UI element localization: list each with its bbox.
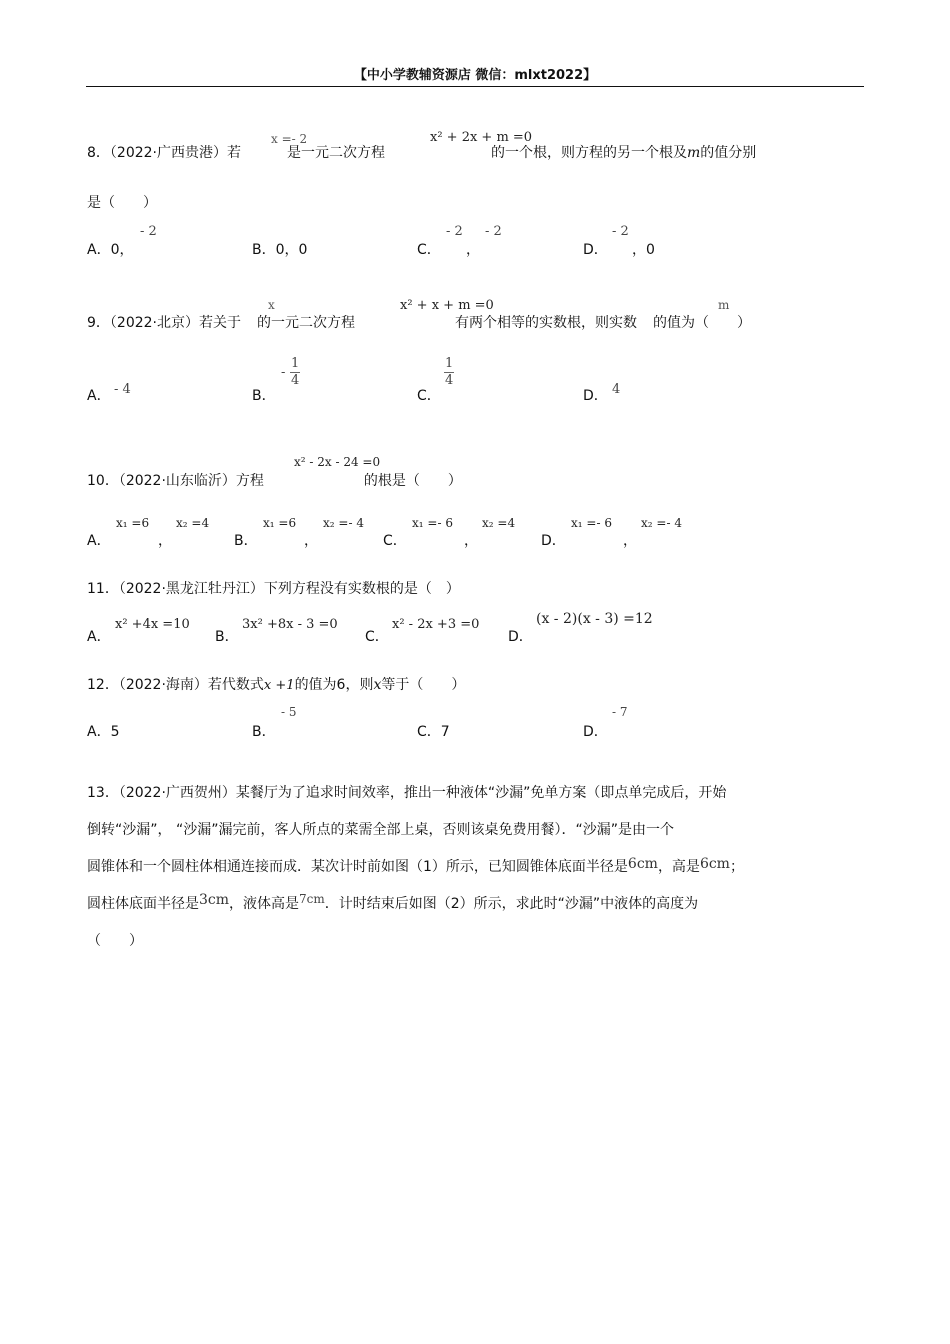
q10-option-c-label: C． [383,533,407,549]
q10-text-post: 的根是（ ） [363,473,462,489]
q12-text-post: 等于（ ） [381,677,466,693]
q12-var-x: x [373,677,382,693]
q13-line-5: （ ） [87,933,143,949]
q13-text-4c: ．计时结束后如图（2）所示，求此时“沙漏”中液体的高度为 [324,896,699,912]
q8-stem-line2: 是（ ） [87,195,157,211]
q12-option-b-label: B． [252,724,276,740]
q9-text-post: 有两个相等的实数根，则实数 [455,315,638,331]
q11-option-a-eq: x² +4x =10 [115,617,190,632]
q8-number: 8． [87,145,110,161]
q12-option-b-value: - 5 [281,705,297,719]
q8-text-mid: 是一元二次方程 [287,145,386,161]
q10-equation: x² - 2x - 24 =0 [294,455,381,469]
q8-stem [87,142,756,162]
q13-text-3b: ，高是 [657,859,700,875]
q10-option-d-comma: ， [623,533,637,549]
q9-option-c-denominator: 4 [445,373,454,388]
q10-number: 10． [87,473,119,489]
q10-option-a-x1: x₁ =6 [116,516,150,530]
q9-option-c-numerator: 1 [445,356,454,371]
q8-option-c-value1: - 2 [446,224,463,239]
q9-stem [87,312,751,332]
q13-source: （2022·广西贺州） [118,785,236,801]
q9-option-c-label: C． [417,388,441,404]
q10-option-d-x2: x₂ =- 4 [641,516,682,530]
q12-stem [87,674,465,694]
q10-option-c-x1: x₁ =- 6 [412,516,453,530]
q8-source: （2022·广西贵港） [109,145,228,161]
q10-option-d-label: D． [541,533,566,549]
q10-stem [87,470,462,490]
q11-option-d-label: D． [508,629,533,645]
q11-option-c-eq: x² - 2x +3 =0 [392,617,480,632]
q10-option-d-x1: x₁ =- 6 [571,516,612,530]
q11-option-b-label: B． [215,629,239,645]
q9-option-a-value: - 4 [114,382,131,397]
q8-option-d-label: D． [583,242,608,258]
q9-var-m: m [718,298,730,312]
q13-liquid-height: 7cm [299,892,325,906]
q9-option-b-numerator: 1 [291,356,300,371]
q10-option-c-x2: x₂ =4 [482,516,516,530]
q9-option-b-label: B． [252,388,276,404]
q12-option-c: C．7 [417,724,450,740]
q8-option-a-label: A．0， [87,242,134,258]
q13-cone-height: 6cm [699,856,730,872]
q8-option-c-sep: ， [466,242,480,258]
q8-option-c-label: C． [417,242,441,258]
q13-text-3c: ； [729,859,744,875]
q8-condition-eq: x =- 2 [271,132,308,146]
q9-equation: x² + x + m =0 [400,298,494,313]
q12-number: 12． [87,677,119,693]
q8-option-d-tail: ，0 [632,242,655,258]
q12-expression: x +1 [263,678,295,693]
q9-option-b-fraction [290,356,300,388]
q8-option-c-value2: - 2 [485,224,502,239]
q9-text-pre: 若关于 [199,315,242,331]
q13-cylinder-radius: 3cm [199,892,230,908]
q11-option-b-eq: 3x² +8x - 3 =0 [242,617,338,632]
q13-text-1: 某餐厅为了追求时间效率，推出一种液体“沙漏”免单方案（即点单完成后，开始 [235,785,727,801]
q13-line-1 [87,782,726,802]
q9-source: （2022·北京） [109,315,200,331]
q13-text-4b: ，液体高是 [229,896,300,912]
q9-option-b-sign: - [281,365,286,380]
q12-option-a: A．5 [87,724,120,740]
q8-equation: x² + 2x + m =0 [430,130,533,145]
q11-option-c-label: C． [365,629,389,645]
q10-source: （2022·山东临沂） [118,473,236,489]
q8-option-d-value: - 2 [612,224,629,239]
q9-option-b-denominator: 4 [291,373,300,388]
q12-source: （2022·海南） [118,677,208,693]
q11-source: （2022·黑龙江牡丹江） [118,581,264,597]
q11-text: 下列方程没有实数根的是（ ） [263,581,460,597]
q10-option-b-x2: x₂ =- 4 [323,516,364,530]
page-header: 【中小学教辅资源店 微信：mlxt2022】 [353,68,597,83]
q9-option-d-value: 4 [612,382,621,397]
q9-option-c-fraction [444,356,454,388]
q8-option-a-value: - 2 [140,224,157,239]
q8-var-m: m [687,145,701,161]
q10-option-b-label: B． [234,533,258,549]
q8-option-b: B．0，0 [252,242,308,258]
q9-text-end: 的值为（ ） [653,315,752,331]
q11-option-a-label: A． [87,629,111,645]
q12-option-d-label: D． [583,724,608,740]
q12-text-mid: 的值为6，则 [294,677,374,693]
q13-cone-radius: 6cm [627,856,658,872]
q9-var-x: x [268,298,275,312]
q8-text-end: 的值分别 [700,145,757,161]
q11-number: 11． [87,581,119,597]
q13-text-4: 圆柱体底面半径是 [87,896,199,912]
q11-stem [87,578,460,598]
q10-option-b-x1: x₁ =6 [263,516,297,530]
q10-text-pre: 方程 [235,473,264,489]
q13-line-4 [87,893,698,913]
q12-text-pre: 若代数式 [207,677,264,693]
q9-option-d-label: D． [583,388,608,404]
q13-line-3 [87,856,744,876]
q10-option-c-comma: ， [464,533,478,549]
q9-number: 9． [87,315,110,331]
header-rule [86,86,864,87]
q9-option-a-label: A． [87,388,111,404]
q8-text-post: 的一个根，则方程的另一个根及 [491,145,688,161]
q8-text-pre: 若 [227,145,242,161]
q10-option-b-comma: ， [304,533,318,549]
q13-line-2: 倒转“沙漏”， “沙漏”漏完前，客人所点的菜需全部上桌，否则该桌免费用餐）．“沙漏”是由一个 [87,822,674,838]
q9-text-mid: 的一元二次方程 [257,315,356,331]
q13-text-3: 圆锥体和一个圆柱体相通连接而成．某次计时前如图（1）所示，已知圆锥体底面半径是 [87,859,628,875]
q10-option-a-comma: ， [158,533,172,549]
q12-option-d-value: - 7 [612,705,628,719]
q10-option-a-label: A． [87,533,111,549]
q10-option-a-x2: x₂ =4 [176,516,210,530]
q11-option-d-eq: (x - 2)(x - 3) =12 [536,611,653,627]
q13-number: 13． [87,785,119,801]
